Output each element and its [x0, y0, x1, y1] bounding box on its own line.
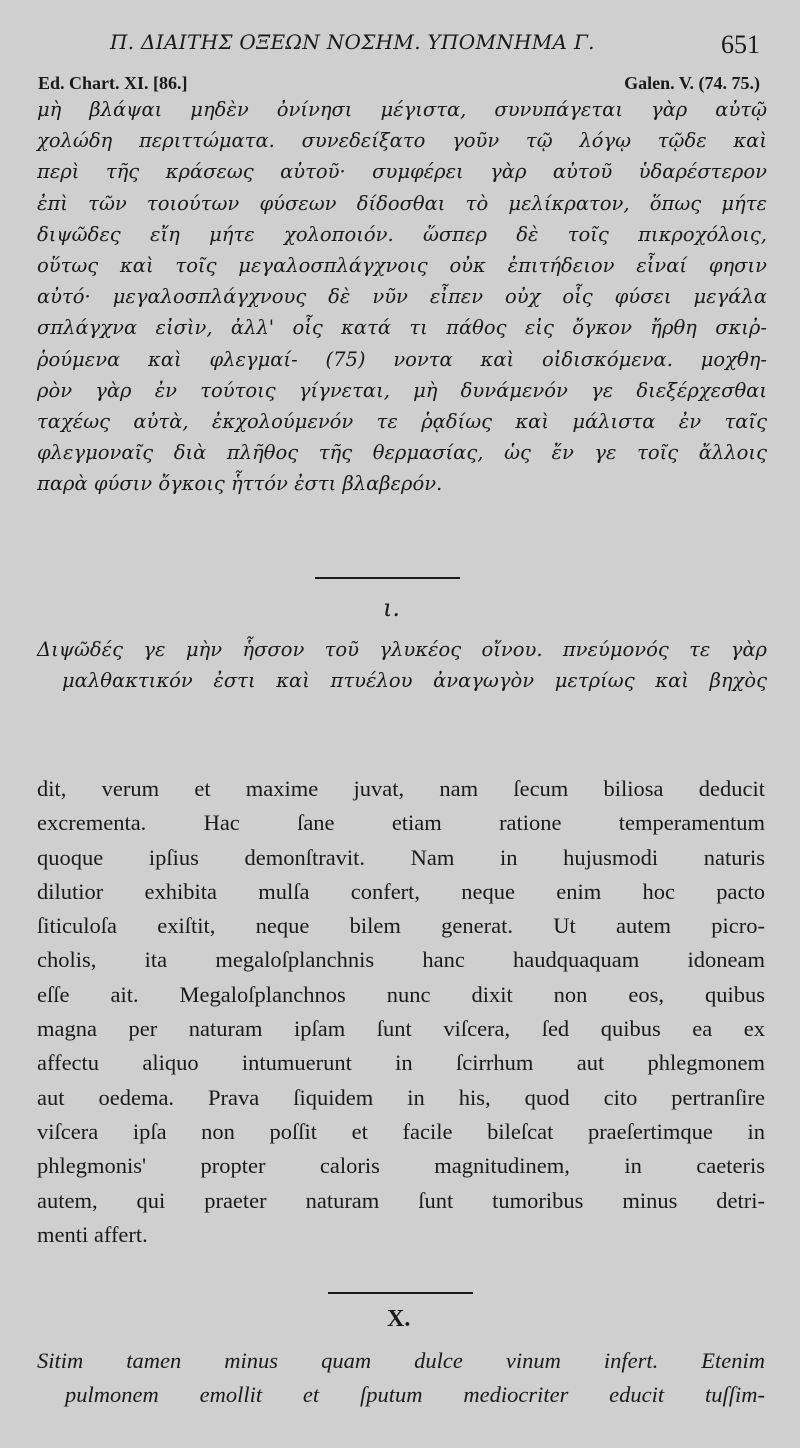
latin-line: cholis, ita megaloſplanchnis hanc haudquaquam idoneam [37, 947, 765, 973]
greek-line: ταχέως αὐτὰ, ἐκχολούμενόν τε ῥᾳδίως καὶ μάλιστα ἐν ταῖς [37, 410, 767, 434]
latin-line: excrementa. Hac ſane etiam ratione temperamentum [37, 810, 765, 836]
greek-line: μὴ βλάψαι μηδὲν ὀνίνησι μέγιστα, συνυπάγεται γὰρ αὐτῷ [37, 98, 767, 121]
greek-line: ῥούμενα καὶ φλεγμαί- (75) νοντα καὶ οἰδισκόμενα. μοχθη- [37, 347, 767, 371]
greek-section-number: ι. [383, 594, 401, 622]
greek-line: περὶ τῆς κράσεως αὐτοῦ· συμφέρει γὰρ αὐτοῦ ὑδαρέστερον [37, 160, 767, 184]
greek-lemma-line: Διψῶδές γε μὴν ἧσσον τοῦ γλυκέος οἴνου. πνεύμονός τε γὰρ [37, 638, 767, 661]
latin-line: ſiticuloſa exiſtit, neque bilem generat. Ut autem picro- [37, 913, 765, 939]
latin-commentary [37, 772, 765, 1252]
latin-line: phlegmonis' propter caloris magnitudinem, in caeteris [37, 1153, 765, 1179]
greek-line: σπλάγχνα εἰσὶν, ἀλλ' οἷς κατά τι πάθος εἰς ὄγκον ἤρθη σκιῤ- [37, 316, 767, 340]
greek-line: χολώδη περιττώματα. συνεδείξατο γοῦν τῷ λόγῳ τῷδε καὶ [37, 129, 767, 153]
latin-line: dit, verum et maxime juvat, nam ſecum biliosa deducit [37, 776, 765, 801]
greek-line: παρὰ φύσιν ὄγκοις ἧττόν ἐστι βλαβερόν. [37, 472, 443, 496]
greek-line: οὕτως καὶ τοῖς μεγαλοσπλάγχνοις οὐκ ἐπιτήδειον εἶναί φησιν [37, 254, 767, 278]
edition-reference-chartier: Ed. Chart. XI. [86.] [38, 73, 188, 93]
latin-line: viſcera ipſa non poſſit et facile bileſcat praeſertimque in [37, 1118, 765, 1144]
greek-line: διψῶδες εἴη μήτε χολοποιόν. ὥσπερ δὲ τοῖς πικροχόλοις, [37, 222, 767, 246]
section-divider [315, 577, 460, 579]
greek-line: ρὸν γὰρ ἐν τούτοις γίγνεται, μὴ δυνάμενόν γε διεξέρχεσθαι [37, 378, 767, 402]
running-head: Π. ΔΙΑΙΤΗΣ ΟΞΕΩΝ ΝΟΣΗΜ. ΥΠΟΜΝΗΜΑ Γ. [110, 30, 595, 54]
edition-reference-galen: Galen. V. (74. 75.) [624, 73, 760, 93]
latin-line: menti affert. [37, 1221, 148, 1247]
latin-line: affectu aliquo intumuerunt in ſcirrhum aut phlegmonem [37, 1050, 765, 1076]
latin-line: dilutior exhibita mulſa confert, neque enim hoc pacto [37, 878, 765, 904]
latin-line: magna per naturam ipſam ſunt viſcera, ſed quibus ea ex [37, 1016, 765, 1042]
page-number: 651 [721, 30, 760, 59]
greek-commentary [37, 94, 767, 500]
latin-line: aut oedema. Prava ſiquidem in his, quod cito pertranſire [37, 1084, 765, 1110]
greek-line: αὐτό· μεγαλοσπλάγχνους δὲ νῦν εἶπεν οὐχ οἷς φύσει μεγάλα [37, 285, 767, 309]
latin-lemma-line: Sitim tamen minus quam dulce vinum infert. Etenim [37, 1348, 765, 1373]
latin-lemma-line: pulmonem emollit et ſputum mediocriter educit tuſſim- [65, 1382, 765, 1408]
latin-line: autem, qui praeter naturam ſunt tumoribus minus detri- [37, 1187, 765, 1213]
latin-section-number: X. [387, 1306, 411, 1332]
latin-line: eſſe ait. Megaloſplanchnos nunc dixit non eos, quibus [37, 981, 765, 1007]
latin-line: quoque ipſius demonſtravit. Nam in hujusmodi naturis [37, 844, 765, 870]
greek-lemma-line: μαλθακτικόν ἐστι καὶ πτυέλου ἀναγωγὸν μετρίως καὶ βηχὸς [62, 669, 767, 693]
section-divider [328, 1292, 473, 1294]
latin-lemma [37, 1344, 765, 1413]
greek-lemma [37, 634, 767, 696]
greek-line: ἐπὶ τῶν τοιούτων φύσεων δίδοσθαι τὸ μελίκρατον, ὅπως μήτε [37, 191, 767, 215]
greek-line: φλεγμοναῖς διὰ πλῆθος τῆς θερμασίας, ὡς ἔν γε τοῖς ἄλλοις [37, 441, 767, 465]
